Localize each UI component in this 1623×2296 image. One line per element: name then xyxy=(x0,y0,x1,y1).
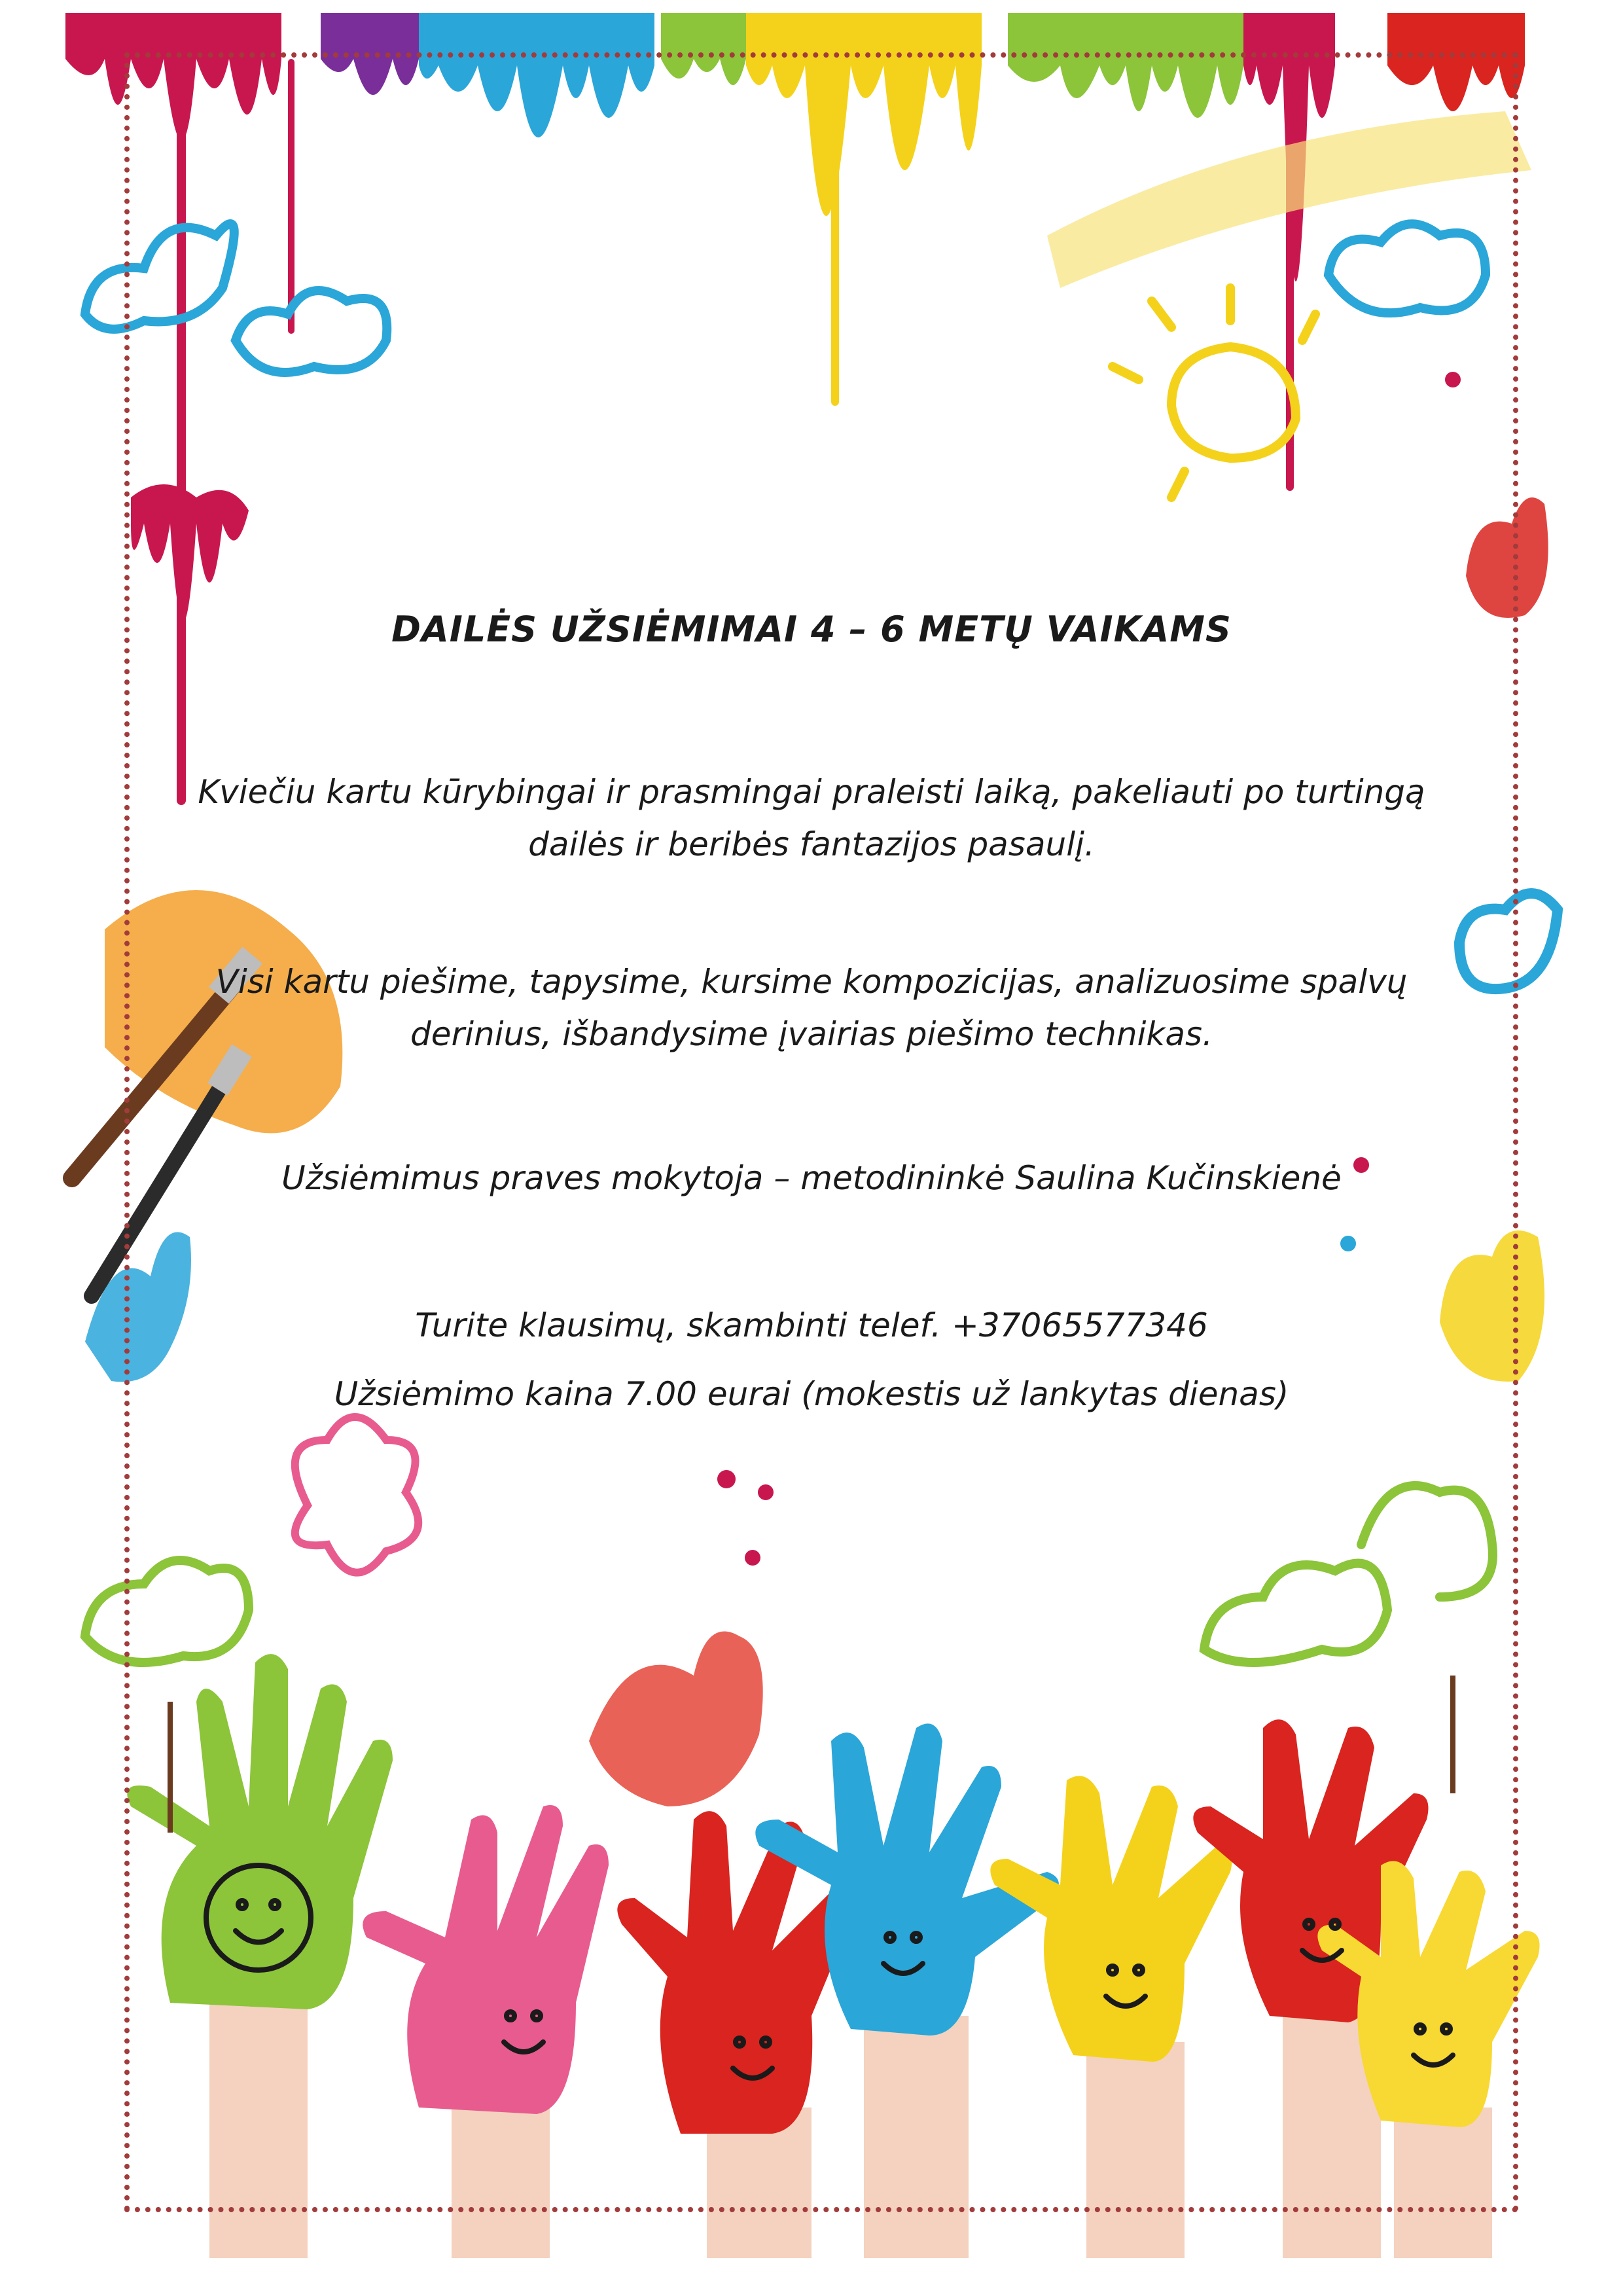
activities-line-1: Visi kartu piešime, tapysime, kursime kompozicijas, analizuosime spalvų xyxy=(215,963,1408,1001)
activities-paragraph xyxy=(196,956,1427,1060)
price-info: Užsiėmimo kaina 7.00 eurai (mokestis už lankytas dienas) xyxy=(334,1375,1289,1413)
dotted-frame xyxy=(124,52,1518,2212)
invitation-line-1: Kviečiu kartu kūrybingai ir prasmingai praleisti laiką, pakeliauti po turtingą xyxy=(198,773,1425,811)
invitation-line-2: dailės ir beribės fantazijos pasaulį. xyxy=(528,825,1095,863)
activities-line-2: derinius, išbandysime įvairias piešimo technikas. xyxy=(410,1015,1213,1053)
contact-info: Turite klausimų, skambinti telef. +37065577346 xyxy=(415,1306,1208,1344)
invitation-paragraph xyxy=(196,766,1427,870)
teacher-info: Užsiėmimus praves mokytoja – metodininkė Saulina Kučinskienė xyxy=(281,1159,1342,1197)
poster-title: DAILĖS UŽSIĖMIMAI 4 – 6 METŲ VAIKAMS xyxy=(391,609,1232,650)
